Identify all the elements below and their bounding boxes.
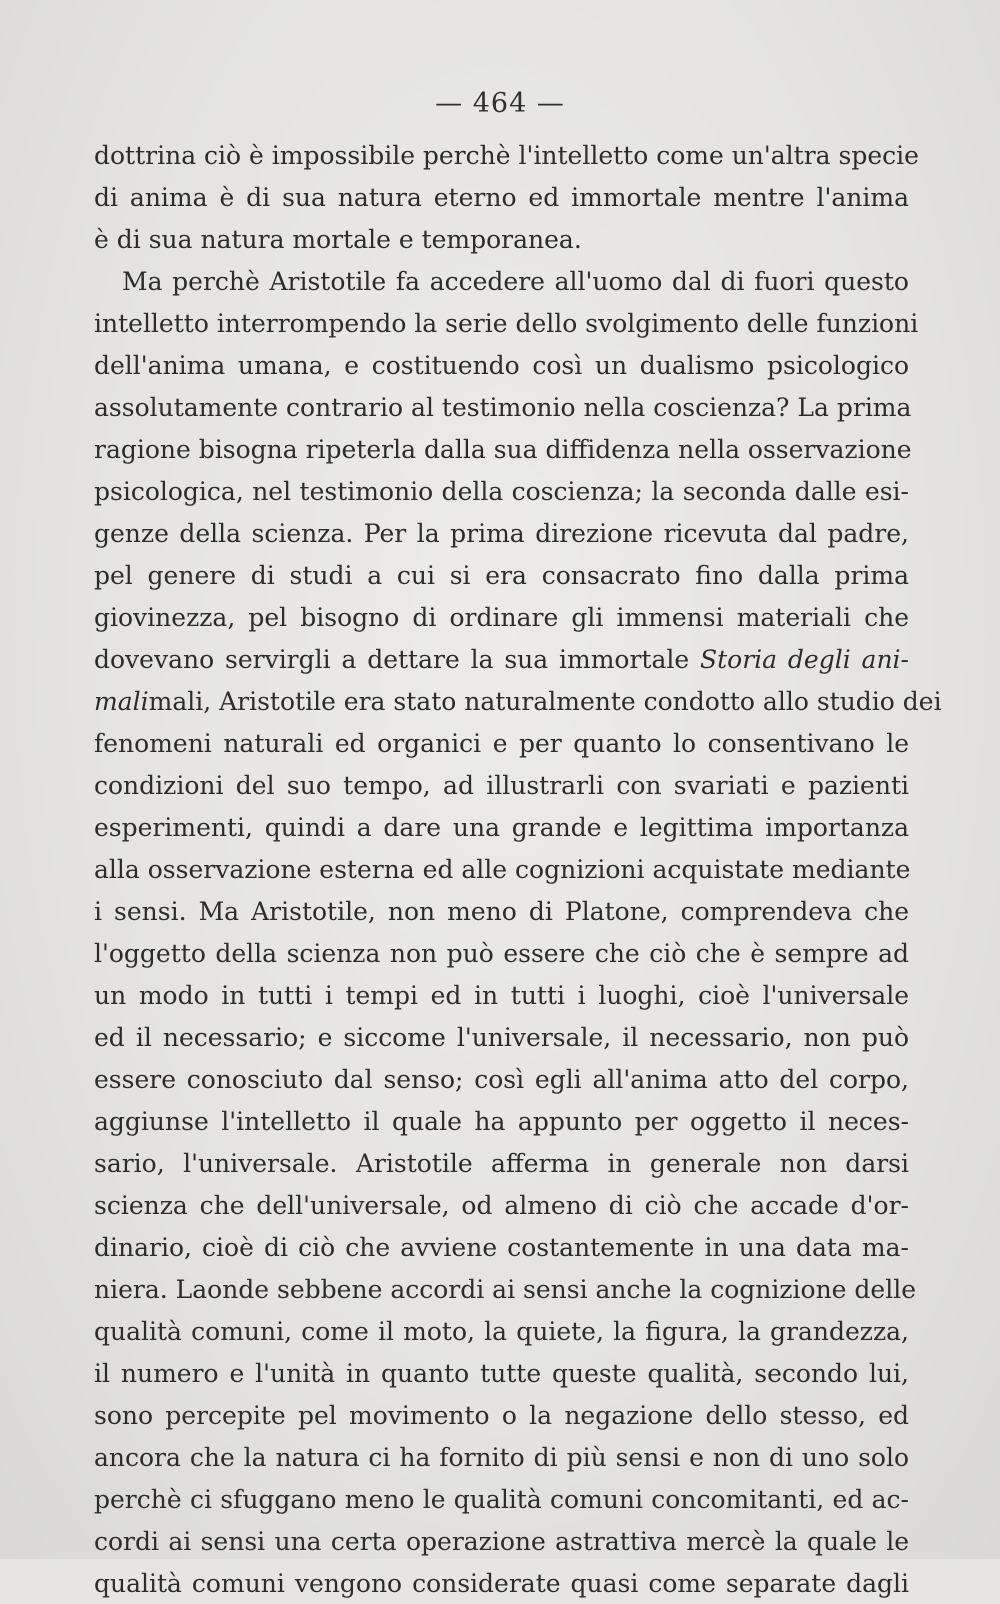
text-line: psicologica, nel testimonio della coscienza; la seconda dalle esi- <box>94 477 909 506</box>
text-line: alla osservazione esterna ed alle cognizioni acquistate mediante <box>94 855 911 884</box>
text-line: i sensi. Ma Aristotile, non meno di Platone, comprendeva che <box>94 897 909 926</box>
text-line: fenomeni naturali ed organici e per quanto lo consentivano le <box>94 729 909 758</box>
text-line: esperimenti, quindi a dare una grande e legittima importanza <box>94 813 909 842</box>
text-line: dell'anima umana, e costituendo così un dualismo psicologico <box>94 351 909 380</box>
text-line: sario, l'universale. Aristotile afferma in generale non darsi <box>94 1149 909 1178</box>
italic-title: mali <box>94 687 149 716</box>
text-line: qualità comuni, come il moto, la quiete, la figura, la grandezza, <box>94 1317 909 1346</box>
text-line-with-title <box>94 640 909 680</box>
text-line: di anima è di sua natura eterno ed immortale mentre l'anima <box>94 183 909 212</box>
text-line: ancora che la natura ci ha fornito di più sensi e non di uno solo <box>94 1443 909 1472</box>
text-line: scienza che dell'universale, od almeno di ciò che accade d'or- <box>94 1191 909 1220</box>
text-line: intelletto interrompendo la serie dello svolgimento delle funzioni <box>94 309 919 338</box>
text-line: ed il necessario; e siccome l'universale, il necessario, non può <box>94 1023 909 1052</box>
text-line: un modo in tutti i tempi ed in tutti i luoghi, cioè l'universale <box>94 981 909 1010</box>
italic-title: Storia degli ani- <box>700 645 909 674</box>
text-line: perchè ci sfuggano meno le qualità comuni concomitanti, ed ac- <box>94 1485 909 1514</box>
text-line: è di sua natura mortale e temporanea. <box>94 225 582 254</box>
text-line: ragione bisogna ripeterla dalla sua diffidenza nella osservazione <box>94 435 912 464</box>
text-line-segment: dovevano servirgli a dettare la sua immortale <box>94 645 700 674</box>
text-line: dottrina ciò è impossibile perchè l'intelletto come un'altra specie <box>94 141 919 170</box>
text-line: sono percepite pel movimento o la negazione dello stesso, ed <box>94 1401 909 1430</box>
text-line: niera. Laonde sebbene accordi ai sensi anche la cognizione delle <box>94 1275 917 1304</box>
text-line: il numero e l'unità in quanto tutte queste qualità, secondo lui, <box>94 1359 909 1388</box>
text-line: pel genere di studi a cui si era consacrato fino dalla prima <box>94 561 909 590</box>
text-line-segment: mali, Aristotile era stato naturalmente condotto allo studio dei <box>148 687 942 716</box>
text-line: qualità comuni vengono considerate quasi come separate dagli <box>94 1569 909 1598</box>
text-line: aggiunse l'intelletto il quale ha appunto per oggetto il neces- <box>94 1107 909 1136</box>
page-number: — 464 — <box>435 88 565 119</box>
text-line: l'oggetto della scienza non può essere che ciò che è sempre ad <box>94 939 909 968</box>
text-line: cordi ai sensi una certa operazione astrattiva mercè la quale le <box>94 1527 909 1556</box>
text-line: Ma perchè Aristotile fa accedere all'uomo dal di fuori questo <box>122 267 909 296</box>
text-line: essere conosciuto dal senso; così egli all'anima atto del corpo, <box>94 1065 909 1094</box>
text-line: dinario, cioè di ciò che avviene costantemente in una data ma- <box>94 1233 909 1262</box>
text-line: giovinezza, pel bisogno di ordinare gli immensi materiali che <box>94 603 909 632</box>
text-line-with-title <box>94 682 942 722</box>
text-line: genze della scienza. Per la prima direzione ricevuta dal padre, <box>94 519 909 548</box>
text-line: condizioni del suo tempo, ad illustrarli con svariati e pazienti <box>94 771 909 800</box>
text-line: assolutamente contrario al testimonio nella coscienza? La prima <box>94 393 912 422</box>
